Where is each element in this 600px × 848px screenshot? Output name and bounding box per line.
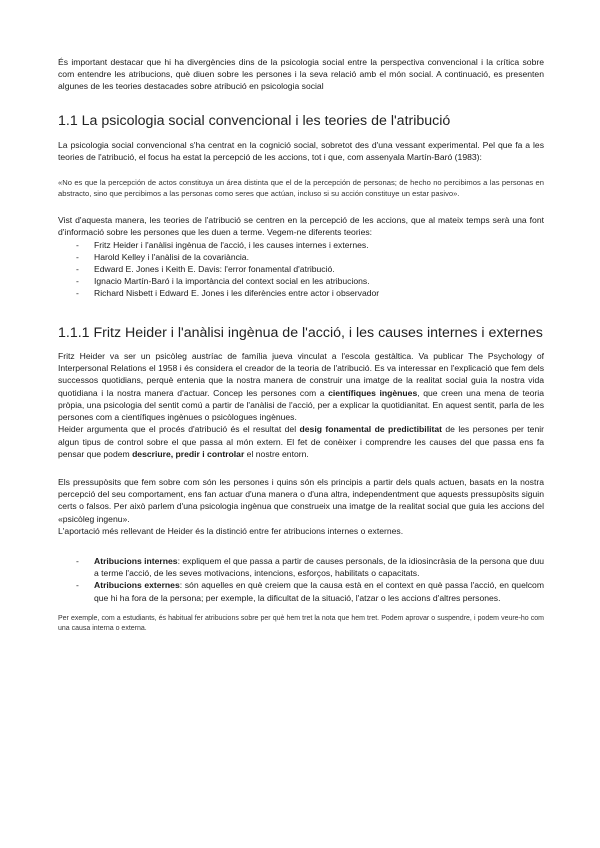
list-dash: - [76,251,79,262]
paragraph-predictability [58,423,544,460]
paragraph-cognition: La psicologia social convencional s'ha centrat en la cognició social, sobretot des d'una vessant experimental. Pel que fa a les teories de l'atribució, el focus ha estat la percepció de les accions, tot i que, com assenyala Martín-Baró (1983): [58,139,544,162]
list-item-text: : són aquelles en què creiem que la causa està en el context en què passa l'acció, en quelcom que hi ha fora de la persona; per exemple, la dificultat de la situació, l'atzar o les accions d'altres persones. [94,580,544,603]
list-dash: - [76,239,79,250]
document-page [58,50,544,635]
list-dash: - [76,287,79,298]
paragraph-presuppositions: Els pressupòsits que fem sobre com són les persones i quins són els principis a partir dels quals actuen, basats en la nostra percepció del seu comportament, ens fan actuar d'una manera o d'una altra, independentment que aquests pressupòsits siguin certs o falsos. Per això parlem d'una psicologia ingènua que construeix una imatge de la realitat social que guia les accions del «psicòleg ingenu». [58,476,544,524]
theories-list [58,239,544,299]
list-item [58,275,544,287]
list-item [58,251,544,263]
list-dash: - [76,580,79,591]
list-dash: - [76,275,79,286]
bold-term-predictability: desig fonamental de predictibilitat [299,424,442,435]
list-item [58,263,544,275]
list-item-text: Richard Nisbett i Edward E. Jones i les diferències entre actor i observador [94,287,380,298]
bold-term-naive-scientists: científiques ingènues [328,387,418,398]
list-item-external [58,579,544,603]
bold-term-external: Atribucions externes [94,580,180,591]
text-run: de les persones per tenir algun tipus de control sobre el que passa al món extern. El fet de conèixer i comprendre les causes del que passa ens fa pensar que podem [58,424,545,459]
quote-martin-baro: «No es que la percepción de actos constituya un área distinta que el de la percepción de personas; de hecho no percibimos a las personas en abstracto, sino que percibimos a las personas como seres que actúan, incluso si su acción constituye un estar pasivo». [58,178,544,198]
list-item [58,239,544,251]
text-run: el nostre entorn. [244,448,309,459]
list-item-text: Edward E. Jones i Keith E. Davis: l'error fonamental d'atribució. [94,263,335,274]
list-item-text: Fritz Heider i l'anàlisi ingènua de l'acció, i les causes internes i externes. [94,239,369,250]
list-item-text: Harold Kelley i l'anàlisi de la covariància. [94,251,249,262]
text-run: , que creen una mena de teoria pròpia, una psicologia del sentit comú a partir de l'anàlisi de l'acció, per a explicar la quotidianitat. En aquest sentit, parla de les persones com a científiques ingènues o psicòlogues ingènues. [58,387,544,423]
intro-paragraph: És important destacar que hi ha divergències dins de la psicologia social entre la perspectiva convencional i la crítica sobre com entendre les atribucions, què diuen sobre les persones i la seva relació amb el món social. A continuació, es presenten algunes de les teories destacades sobre atribució en psicologia social [58,57,544,92]
bold-term-describe-predict-control: descriure, predir i controlar [132,448,245,459]
list-dash: - [76,263,79,274]
list-item-text: : expliquem el que passa a partir de causes personals, de la idiosincràsia de la persona que duu a terme l'acció, de les seves motivacions, intencions, esforços, habilitats o capacitats. [94,555,545,579]
list-item [58,287,544,299]
list-item-internal [58,555,544,579]
list-item-text: Ignacio Martín-Baró i la importància del context social en les atribucions. [94,275,370,286]
bold-term-internal: Atribucions internes [94,555,178,566]
text-run: Heider argumenta que el procés d'atribució és el resultat del [58,424,300,435]
paragraph-heider-bio [58,350,544,423]
paragraph-distinction: L'aportació més rellevant de Heider és la distinció entre fer atribucions internes o externes. [58,525,404,536]
paragraph-theories-intro: Vist d'aquesta manera, les teories de l'atribució se centren en la percepció de les accions, que al mateix temps serà una font d'informació sobre les persones que les duen a terme. Vegem-ne diferents teories: [58,215,544,238]
example-note: Per exemple, com a estudiants, és habitual fer atribucions sobre per què hem tret la nota que hem tret. Podem aprovar o suspendre, i podem veure-ho com una causa interna o externa. [58,614,544,633]
text-run: Fritz Heider va ser un psicòleg austríac de família jueva vinculat a l'escola gestàltica. Va publicar The Psychology of Interpersonal Relations el 1958 i és considera el creador de la teoria de l'atribució. Es va interessar en l'explicació que fem dels successos quotidians, perquè entenia que la nostra manera de construir una imatge de la realitat social guia la nostra vida quotidiana i la nostra manera d'actuar. Concep les persones com a [58,351,544,398]
section-heading-1-1: 1.1 La psicologia social convencional i les teories de l'atribució [58,112,451,129]
section-heading-1-1-1: 1.1.1 Fritz Heider i l'anàlisi ingènua de l'acció, i les causes internes i externes [58,325,543,342]
attribution-types-list [58,555,544,604]
list-dash: - [76,555,79,566]
